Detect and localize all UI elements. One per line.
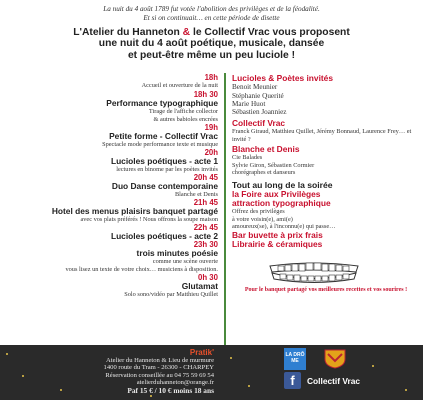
booking-phone: Réservation conseillée au 04 75 59 69 54 bbox=[105, 371, 214, 379]
program-item bbox=[6, 149, 218, 174]
program-desc: Blanche et Denis bbox=[174, 191, 218, 198]
venue-address: 1400 route du Tram - 26300 - CHARPEY bbox=[103, 364, 214, 372]
column-divider bbox=[224, 73, 226, 345]
sparkle-dot bbox=[405, 389, 407, 391]
company-name: Cie Balades bbox=[232, 154, 263, 162]
program-desc: lectures en binome par les poètes invités bbox=[116, 166, 218, 173]
sparkle-dot bbox=[150, 395, 152, 397]
program-desc: Spectacle mode performance texte et musique bbox=[102, 141, 218, 148]
program-title: Performance typographique bbox=[106, 98, 218, 108]
program-title: Lucioles poétiques - acte 1 bbox=[110, 156, 218, 166]
price-info: Paf 15 € / 10 € moins 18 ans bbox=[127, 385, 214, 395]
facebook-icon[interactable]: f bbox=[284, 372, 301, 389]
program-time: 18h bbox=[204, 73, 218, 82]
invites-heading: Lucioles & Poètes invités bbox=[232, 73, 333, 83]
foire-heading: la Foire aux Privilèges bbox=[232, 188, 321, 199]
poet-name: Stéphanie Querité bbox=[232, 91, 284, 100]
program-item bbox=[6, 174, 218, 199]
teeth-illustration bbox=[262, 258, 366, 286]
headline-line-1 bbox=[10, 27, 413, 38]
sparkle-dot bbox=[230, 357, 232, 359]
practical-heading: Pratik' bbox=[189, 348, 214, 357]
poet-name: Marie Huot bbox=[232, 100, 266, 109]
intro-line-2: Et si on continuait… en cette période de disette bbox=[143, 13, 280, 22]
program-item bbox=[6, 124, 218, 149]
bar-heading: Bar buvette à prix frais bbox=[232, 229, 323, 240]
banquet-note: Pour le banquet partagé vos meilleures recettes et vos sourires ! bbox=[244, 287, 408, 293]
venue-name: Atelier du Hanneton & Lieu de murmure bbox=[105, 356, 214, 364]
program-title: Petite forme - Collectif Vrac bbox=[109, 131, 218, 141]
program-title: Lucioles poétiques - acte 2 bbox=[110, 231, 218, 241]
program-title: Glutamat bbox=[181, 281, 218, 291]
poet-name: Benoit Meunier bbox=[232, 83, 278, 92]
program-desc: & autres babioles encrées bbox=[153, 116, 218, 123]
program-title: trois minutes poésie bbox=[136, 248, 218, 258]
program-list bbox=[6, 74, 218, 299]
program-title: Hotel des menus plaisirs banquet partagé bbox=[51, 206, 218, 216]
program-time: 21h 45 bbox=[193, 198, 218, 207]
program-desc: Solo sono/vidéo par Matthieu Quillet bbox=[124, 291, 218, 298]
program-desc: avec vos plats préférés ! Nous offrons la soupe maison bbox=[80, 216, 218, 223]
intro-line-1: La nuit du 4 août 1789 fut votée l'abolition des privilèges et de la féodalité. bbox=[103, 5, 320, 13]
foire-desc: amoureux(se), à l'inconnu(e) qui passe… bbox=[232, 223, 336, 231]
all-evening-heading: Tout au long de la soirée bbox=[232, 179, 333, 190]
program-item bbox=[6, 274, 218, 299]
contact-email[interactable]: atelierduhanneton@orange.fr bbox=[136, 379, 214, 387]
program-item bbox=[6, 91, 218, 124]
sparkle-dot bbox=[372, 365, 374, 367]
la-drome-logo bbox=[284, 348, 306, 370]
program-desc: Accueil et ouverture de la nuit bbox=[141, 82, 218, 89]
program-item bbox=[6, 199, 218, 224]
facebook-label[interactable]: Collectif Vrac bbox=[307, 376, 361, 386]
headline-line-3: et peut-être même un peu luciole ! bbox=[127, 49, 296, 61]
librairie-heading: Librairie & céramiques bbox=[232, 238, 323, 249]
program-desc: vous lisez un texte de votre choix… musiciens à disposition. bbox=[65, 266, 218, 273]
program-time: 23h 30 bbox=[193, 240, 218, 249]
dancer-role: chorégraphes et danseurs bbox=[232, 169, 296, 177]
headline-line-2: une nuit du 4 août poétique, musicale, dansée bbox=[98, 38, 325, 50]
program-time: 22h 45 bbox=[193, 223, 218, 232]
program-desc: comme une scène ouverte bbox=[152, 258, 218, 265]
sparkle-dot bbox=[248, 385, 250, 387]
program-time: 20h 45 bbox=[193, 173, 218, 182]
program-time: 20h bbox=[204, 148, 218, 157]
program-item bbox=[6, 74, 218, 90]
program-time: 19h bbox=[204, 123, 218, 132]
program-title: Duo Danse contemporaine bbox=[111, 181, 218, 191]
headline-ampersand: & bbox=[182, 27, 191, 38]
program-item bbox=[6, 224, 218, 241]
program-time: 18h 30 bbox=[193, 90, 218, 99]
headline bbox=[10, 27, 413, 61]
region-shield-logo bbox=[323, 349, 347, 369]
program-desc: Tirage de l'affiche collector bbox=[148, 108, 218, 115]
info-column bbox=[232, 74, 420, 249]
poet-name: Sébastien Joanniez bbox=[232, 108, 287, 117]
intro-text bbox=[0, 5, 423, 22]
dancer-names: Sylvie Giron, Sébastien Cormier bbox=[232, 161, 315, 169]
headline-host: L'Atelier du Hanneton bbox=[73, 27, 180, 38]
la-drome-logo-text: LA DRÔ ME bbox=[285, 352, 305, 364]
program-item bbox=[6, 241, 218, 274]
program-time: 0h 30 bbox=[198, 273, 218, 282]
foire-desc: Offrez des privilèges bbox=[232, 208, 285, 216]
practical-info bbox=[16, 349, 214, 395]
foire-subheading: attraction typographique bbox=[232, 197, 331, 208]
headline-partner: le Collectif Vrac vous proposent bbox=[192, 27, 350, 38]
vrac-heading: Collectif Vrac bbox=[232, 117, 286, 128]
sparkle-dot bbox=[6, 353, 8, 355]
foire-desc: à votre voisin(e), ami(e) bbox=[232, 215, 293, 223]
vrac-members: Franck Giraud, Matthieu Quillet, Jérémy Bonnaud, Laurence Frey… et invité ? bbox=[232, 128, 412, 143]
blanche-denis-heading: Blanche et Denis bbox=[232, 144, 300, 155]
